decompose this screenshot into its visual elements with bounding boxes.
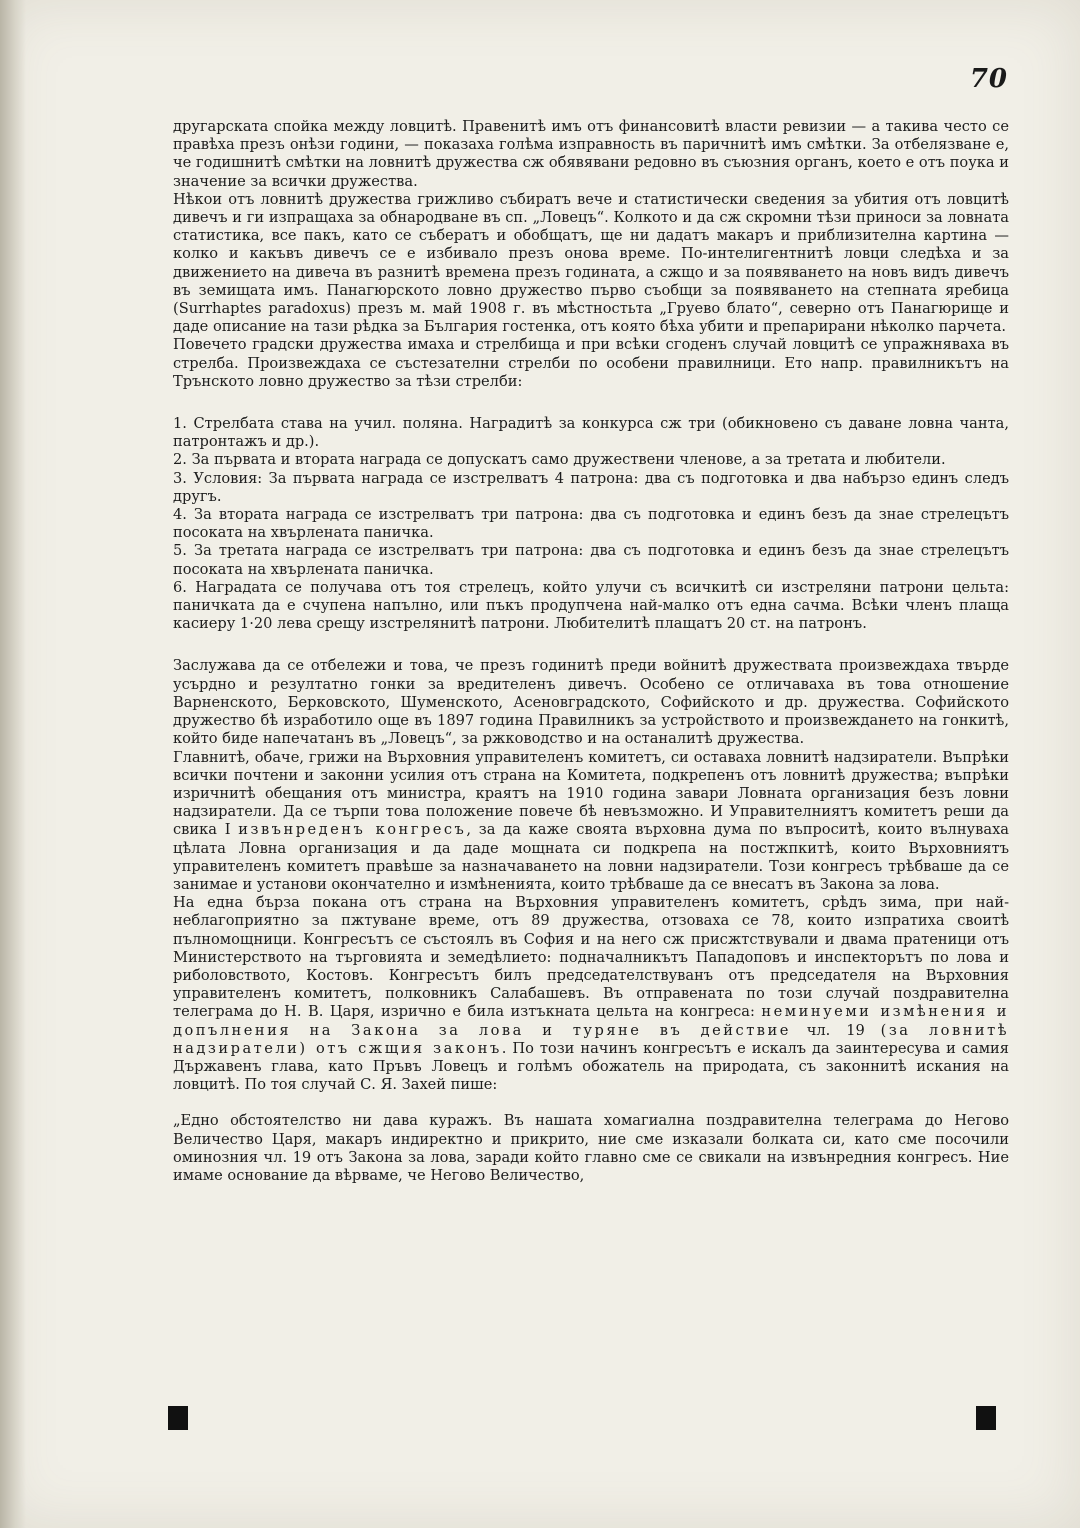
rule-item: 6. Наградата се получава отъ тоя стрелецъ, който улучи съ всичкитѣ си изстреляни патрони цельта: паничката да е счупена напълно, или пъкъ продупчена най-малко отъ една сачма. Всѣки членъ плаща касиеру 1·20 лева срещу изстрелянитѣ патрони. Любителитѣ плащатъ 20 ст. на патронъ. <box>173 578 1009 633</box>
quote-paragraph: „Едно обстоятелство ни дава куражъ. Въ нашата хомагиална поздравителна телеграма до Негово Величество Царя, макаръ индиректно и прикрито, ние сме изказали болката си, като сме посочили оминозния чл. 19 отъ Закона за лова, заради който главно сме се свикали на извънредния конгресъ. Ние имаме основание да вѣрваме, че Негово Величество, <box>173 1112 1009 1184</box>
rule-item: 5. За третата награда се изстрелватъ три патрона: два съ подготовка и единъ безъ да знае стрелецътъ посоката на хвърлената паничка. <box>173 542 1009 578</box>
spaced-emphasis: неминуеми измѣнения и допълнения на Закона за лова и туряне въ действие <box>173 1003 1009 1039</box>
body-text <box>173 118 1009 1185</box>
paragraph-1: другарската спойка между ловцитѣ. Правенитѣ имъ отъ финансовитѣ власти ревизии — а такива често се правѣха презъ онѣзи години, — показаха голѣма изправность въ паричнитѣ имъ смѣтки. За отбелязване е, че годишнитѣ смѣтки на ловнитѣ дружества сж обявявани редовно въ съюзния органъ, което е отъ поука и значение за всички дружества. <box>173 118 1009 190</box>
paragraph-5: Главнитѣ, обаче, грижи на Върховния управителенъ комитетъ, си оставаха ловнитѣ надзиратели. Въпрѣки всички почтени и законни усилия отъ страна на Комитета, подкрепенъ отъ ловнитѣ дружества; въпрѣки изричнитѣ обещания отъ министра, краятъ на 1910 година завари Ловната организация безъ ловни надзиратели. Да се търпи това положение повече бѣ невъзможно. И Управителниятъ комитетъ реши да свика I извънреденъ конгресъ, за да каже своята върховна дума по въпроситѣ, които вълнуваха цѣлата Ловна организация и да даде мощната си подкрепа на постжпкитѣ, които Върховниятъ управителенъ комитетъ правѣше за назначаването на ловни надзиратели. Този конгресъ трѣбваше да се занимае и установи окончателно и измѣненията, които трѣбваше да се внесатъ въ Закона за лова. <box>173 748 1009 893</box>
registration-mark-left <box>168 1406 188 1430</box>
binding-edge <box>0 0 26 1528</box>
rule-item: 3. Условия: За първата награда се изстрелватъ 4 патрона: два съ подготовка и два набързо единъ следъ другъ. <box>173 469 1009 505</box>
paragraph-3: Повечето градски дружества имаха и стрелбища и при всѣки сгоденъ случай ловцитѣ се упражняваха въ стрелба. Произвеждаха се състезателни стрелби по особени правилници. Ето напр. правилникътъ на Трънското ловно дружество за тѣзи стрелби: <box>173 336 1009 390</box>
registration-mark-right <box>976 1406 996 1430</box>
rule-item: 4. За втората награда се изстрелватъ три патрона: два съ подготовка и единъ безъ да знае стрелецътъ посоката на хвърлената паничка. <box>173 506 1009 542</box>
page-number: 70 <box>969 64 1008 94</box>
shooting-rules-list <box>173 415 1009 633</box>
paragraph-4: Заслужава да се отбележи и това, че презъ годинитѣ преди войнитѣ дружествата произвеждаха твърде усърдно и резултатно гонки за вредителенъ дивечъ. Особено се отличаваха въ това отношение Варненското, Берковското, Шуменското, Асеновградското, Софийското и др. дружества. Софийското дружество бѣ изработило още въ 1897 година Правилникъ за устройството и произвеждането на гонкитѣ, който биде напечатанъ въ „Ловецъ“, за ржководство и на останалитѣ дружества. <box>173 657 1009 748</box>
rule-item: 1. Стрелбата става на учил. поляна. Наградитѣ за конкурса сж три (обикновено съ даване ловна чанта, патронтажъ и др.). <box>173 415 1009 451</box>
paragraph-2: Нѣкои отъ ловнитѣ дружества грижливо събиратъ вече и статистически сведения за убития отъ ловцитѣ дивечъ и ги изпращаха за обнародване въ сп. „Ловецъ“. Колкото и да сж скромни тѣзи приноси за ловната статистика, все пакъ, като се събератъ и обобщатъ, ще ни дадатъ макаръ и приблизителна картина — колко и какъвъ дивечъ се е избивало презъ онова време. По-интелигентнитѣ ловци следѣха и за движението на дивеча въ разнитѣ времена презъ годината, а сжщо и за появяването на новъ видъ дивечъ въ земищата имъ. Панагюрското ловно дружество първо съобщи за появяването на степната яребица (Surrhaptes paradoxus) презъ м. май 1908 г. въ мѣстностьта „Груево блато“, северно отъ Панагюрище и даде описание на тази рѣдка за България гостенка, отъ която бѣха убити и препарирани нѣколко парчета. <box>173 190 1009 336</box>
spaced-emphasis: (за ловнитѣ надзиратели) отъ сжщия законъ <box>173 1021 1009 1057</box>
rule-item: 2. За първата и втората награда се допускатъ само дружествени членове, а за третата и любители. <box>173 451 946 469</box>
paragraph-6: На една бърза покана отъ страна на Върховния управителенъ комитетъ, срѣдъ зима, при най-неблагоприятно за пжтуване време, отъ 89 дружества, отзоваха се 78, които изпратиха своитѣ пълномощници. Конгресътъ се състоялъ въ София и на него сж присжтствували и двама пратеници отъ Министерството на търговията и земедѣлието: подначалникътъ Пападоповъ и инспекторътъ по лова и риболовството, Костовъ. Конгресътъ билъ председателствуванъ отъ председателя на Върховния управителенъ комитетъ, полковникъ Салабашевъ. Въ отправената по този случай поздравителна телеграма до Н. В. Царя, изрично е била изтъкната цельта на конгреса: неминуеми измѣнения и допълнения на Закона за лова и туряне въ действие чл. 19 (за ловнитѣ надзиратели) отъ сжщия законъ. По този начинъ конгресътъ е искалъ да заинтересува и самия Държавенъ глава, като Пръвъ Ловецъ и голѣмъ обожатель на природата, съ законнитѣ искания на ловцитѣ. По тоя случай С. Я. Захей пише: <box>173 894 1009 1094</box>
spaced-emphasis: извънреденъ конгресъ <box>238 821 467 839</box>
